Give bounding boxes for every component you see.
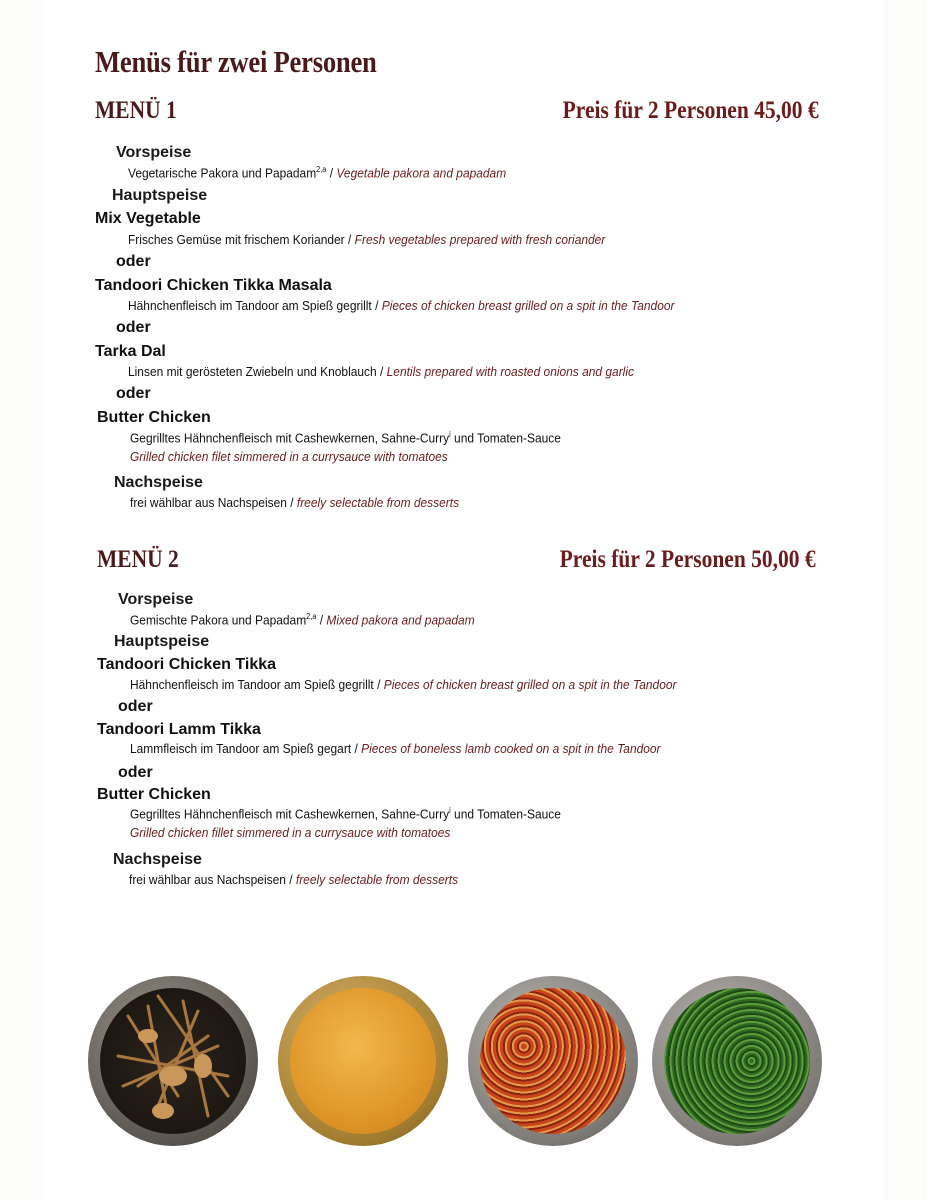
menu2-dish2-desc: Lammfleisch im Tandoor am Spieß gegart / Pieces of boneless lamb cooked on a spit in the Tandoor <box>130 741 661 756</box>
menu1-dish-tandoori-chicken-tikka-masala: Tandoori Chicken Tikka Masala <box>95 277 332 294</box>
menu2-dish-butter-chicken: Butter Chicken <box>97 786 211 803</box>
menu2-vorspeise-label: Vorspeise <box>118 591 194 608</box>
menu1-hauptspeise-label: Hauptspeise <box>112 187 208 204</box>
menu1-vorspeise-label: Vorspeise <box>116 144 192 161</box>
menu2-oder-1: oder <box>118 698 153 715</box>
menu1-price: Preis für 2 Personen 45,00 € <box>563 97 819 124</box>
menu1-heading: MENÜ 1 <box>95 97 177 124</box>
page-title: Menüs für zwei Personen <box>95 44 377 79</box>
menu1-dish2-desc: Hähnchenfleisch im Tandoor am Spieß gegrillt / Pieces of chicken breast grilled on a spit in the Tandoor <box>128 298 675 313</box>
menu1-dish3-desc: Linsen mit gerösteten Zwiebeln und Knoblauch / Lentils prepared with roasted onions and garlic <box>128 364 634 379</box>
menu1-dish-butter-chicken: Butter Chicken <box>97 409 211 426</box>
menu1-dish1-desc: Frisches Gemüse mit frischem Koriander / Fresh vegetables prepared with fresh coriander <box>128 232 606 247</box>
menu2-hauptspeise-label: Hauptspeise <box>114 633 210 650</box>
menu2-dish-tandoori-chicken-tikka: Tandoori Chicken Tikka <box>97 656 277 673</box>
menu2-nachspeise-label: Nachspeise <box>113 851 202 868</box>
menu1-oder-2: oder <box>116 319 151 336</box>
dried-herbs-bowl <box>652 976 822 1146</box>
turmeric-bowl <box>278 976 448 1146</box>
menu2-dish-tandoori-lamm-tikka: Tandoori Lamm Tikka <box>97 721 261 738</box>
menu1-dish4-desc-en: Grilled chicken filet simmered in a currysauce with tomatoes <box>130 449 448 464</box>
chili-flakes-bowl <box>468 976 638 1146</box>
menu1-dish-mix-vegetable: Mix Vegetable <box>95 210 201 227</box>
menu1-vorspeise-desc: Vegetarische Pakora und Papadam$^{2,a}$ / Vegetable pakora and papadam <box>128 165 507 181</box>
menu1-nachspeise-desc: frei wählbar aus Nachspeisen / freely selectable from desserts <box>130 495 460 510</box>
dried-mushroom-bowl <box>88 976 258 1146</box>
menu1-oder-1: oder <box>116 253 151 270</box>
menu1-dish-tarka-dal: Tarka Dal <box>95 343 166 360</box>
menu1-oder-3: oder <box>116 385 151 402</box>
menu1-nachspeise-label: Nachspeise <box>114 474 203 491</box>
menu2-heading: MENÜ 2 <box>97 546 179 573</box>
menu2-nachspeise-desc: frei wählbar aus Nachspeisen / freely selectable from desserts <box>129 872 459 887</box>
menu1-dish4-desc-de: Gegrilltes Hähnchenfleisch mit Cashewkernen, Sahne-Curry$^i$ und Tomaten-Sauce <box>130 430 561 446</box>
menu2-vorspeise-desc: Gemischte Pakora und Papadam$^{2,a}$ / Mixed pakora and papadam <box>130 612 475 628</box>
menu2-price: Preis für 2 Personen 50,00 € <box>560 546 816 573</box>
menu2-dish1-desc: Hähnchenfleisch im Tandoor am Spieß gegrillt / Pieces of chicken breast grilled on a spit in the Tandoor <box>130 677 677 692</box>
menu2-dish3-desc-de: Gegrilltes Hähnchenfleisch mit Cashewkernen, Sahne-Curry$^i$ und Tomaten-Sauce <box>130 806 561 822</box>
menu2-dish3-desc-en: Grilled chicken fillet simmered in a currysauce with tomatoes <box>130 825 451 840</box>
menu2-oder-2: oder <box>118 764 153 781</box>
